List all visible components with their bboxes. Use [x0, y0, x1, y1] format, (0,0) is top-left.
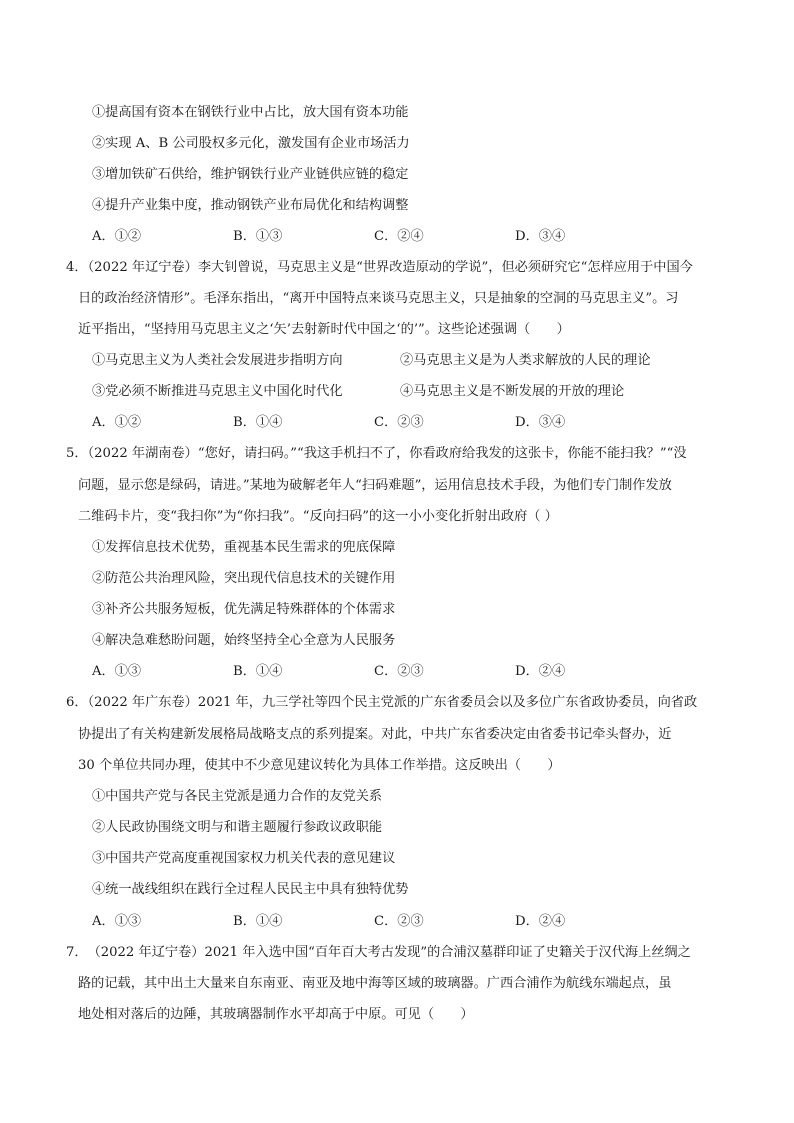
q5-stem-line-3: 二维码卡片，变“我扫你”为“你扫我”。“反向扫码”的这一小小变化折射出政府（ ） [78, 509, 558, 524]
q5-stem-line-2: 问题，显示您是绿码，请进。”某地为破解老年人“扫码难题”，运用信息技术手段，为他们专门制作发放 [78, 478, 672, 493]
q5-option-4: ④解决急难愁盼问题，始终坚持全心全意为人民服务 [92, 633, 396, 648]
q4-answer-a: A．①② [92, 415, 142, 430]
q4-stem-line-1: 4．（2022 年辽宁卷）李大钊曾说，马克思主义是“世界改造原动的学说”，但必须研究它“怎样应用于中国今 [66, 260, 693, 275]
q5-answer-d: D．②④ [515, 664, 566, 679]
q7-stem-line-1: 7． （2022 年辽宁卷）2021 年入选中国“百年百大考古发现”的合浦汉墓群印证了史籍关于汉代海上丝绸之 [66, 945, 691, 960]
q4-option-4: ④马克思主义是不断发展的开放的理论 [400, 384, 625, 399]
q3-answer-a: A．①② [92, 229, 142, 244]
q3-answer-c: C．②④ [374, 229, 424, 244]
q6-option-1: ①中国共产党与各民主党派是通力合作的友党关系 [92, 789, 383, 804]
q3-option-4: ④提升产业集中度，推动钢铁产业布局优化和结构调整 [92, 198, 409, 213]
q6-option-2: ②人民政协围绕文明与和谐主题履行参政议政职能 [92, 820, 383, 835]
q3-answer-b: B．①③ [233, 229, 283, 244]
q6-stem-line-3: 30 个单位共同办理，使其中不少意见建议转化为具体工作举措。这反映出（ ） [78, 758, 561, 773]
q5-answer-a: A．①③ [92, 664, 142, 679]
q6-option-3: ③中国共产党高度重视国家权力机关代表的意见建议 [92, 851, 396, 866]
q7-stem-line-3: 地处相对落后的边陲，其玻璃器制作水平却高于中原。可见（ ） [78, 1007, 474, 1022]
q6-stem-line-2: 协提出了有关构建新发展格局战略支点的系列提案。对此，中共广东省委决定由省委书记牵头督办，近 [78, 727, 672, 742]
q5-answer-c: C．②③ [374, 664, 424, 679]
q6-answer-a: A．①③ [92, 914, 142, 929]
q4-answer-c: C．②③ [374, 415, 424, 430]
q5-answer-b: B．①④ [233, 664, 283, 679]
q6-option-4: ④统一战线组织在践行全过程人民民主中具有独特优势 [92, 882, 409, 897]
q6-stem-line-1: 6．（2022 年广东卷）2021 年，九三学社等四个民主党派的广东省委员会以及多位广东省政协委员，向省政 [66, 695, 698, 710]
q4-stem-line-2: 日的政治经济情形”。毛泽东指出，“离开中国特点来谈马克思主义，只是抽象的空洞的马克思主义”。习 [78, 291, 679, 306]
q5-option-1: ①发挥信息技术优势，重视基本民生需求的兜底保障 [92, 540, 396, 555]
q6-answer-b: B．①④ [233, 914, 283, 929]
q5-option-2: ②防范公共治理风险，突出现代信息技术的关键作用 [92, 571, 396, 586]
q4-answer-d: D．③④ [515, 415, 566, 430]
q3-option-1: ①提高国有资本在钢铁行业中占比，放大国有资本功能 [92, 105, 409, 120]
q3-answer-d: D．③④ [515, 229, 566, 244]
q4-option-2: ②马克思主义是为人类求解放的人民的理论 [400, 353, 651, 368]
q4-answer-b: B．①④ [233, 415, 283, 430]
q3-option-2: ②实现 A、B 公司股权多元化，激发国有企业市场活力 [92, 136, 410, 151]
q4-option-3: ③党必须不断推进马克思主义中国化时代化 [92, 384, 343, 399]
q3-option-3: ③增加铁矿石供给，维护钢铁行业产业链供应链的稳定 [92, 167, 409, 182]
q6-answer-d: D．②④ [515, 914, 566, 929]
q4-stem-line-3: 近平指出，“坚持用马克思主义之‘矢’去射新时代中国之‘的’”。这些论述强调（ ） [78, 322, 570, 337]
q6-answer-c: C．②③ [374, 914, 424, 929]
q4-option-1: ①马克思主义为人类社会发展进步指明方向 [92, 353, 343, 368]
q5-option-3: ③补齐公共服务短板，优先满足特殊群体的个体需求 [92, 602, 396, 617]
q7-stem-line-2: 路的记载，其中出土大量来自东南亚、南亚及地中海等区域的玻璃器。广西合浦作为航线东端起点，虽 [78, 976, 672, 991]
q5-stem-line-1: 5．（2022 年湖南卷）“您好，请扫码。”“我这手机扫不了，你看政府给我发的这张卡，你能不能扫我？”“没 [66, 446, 687, 461]
